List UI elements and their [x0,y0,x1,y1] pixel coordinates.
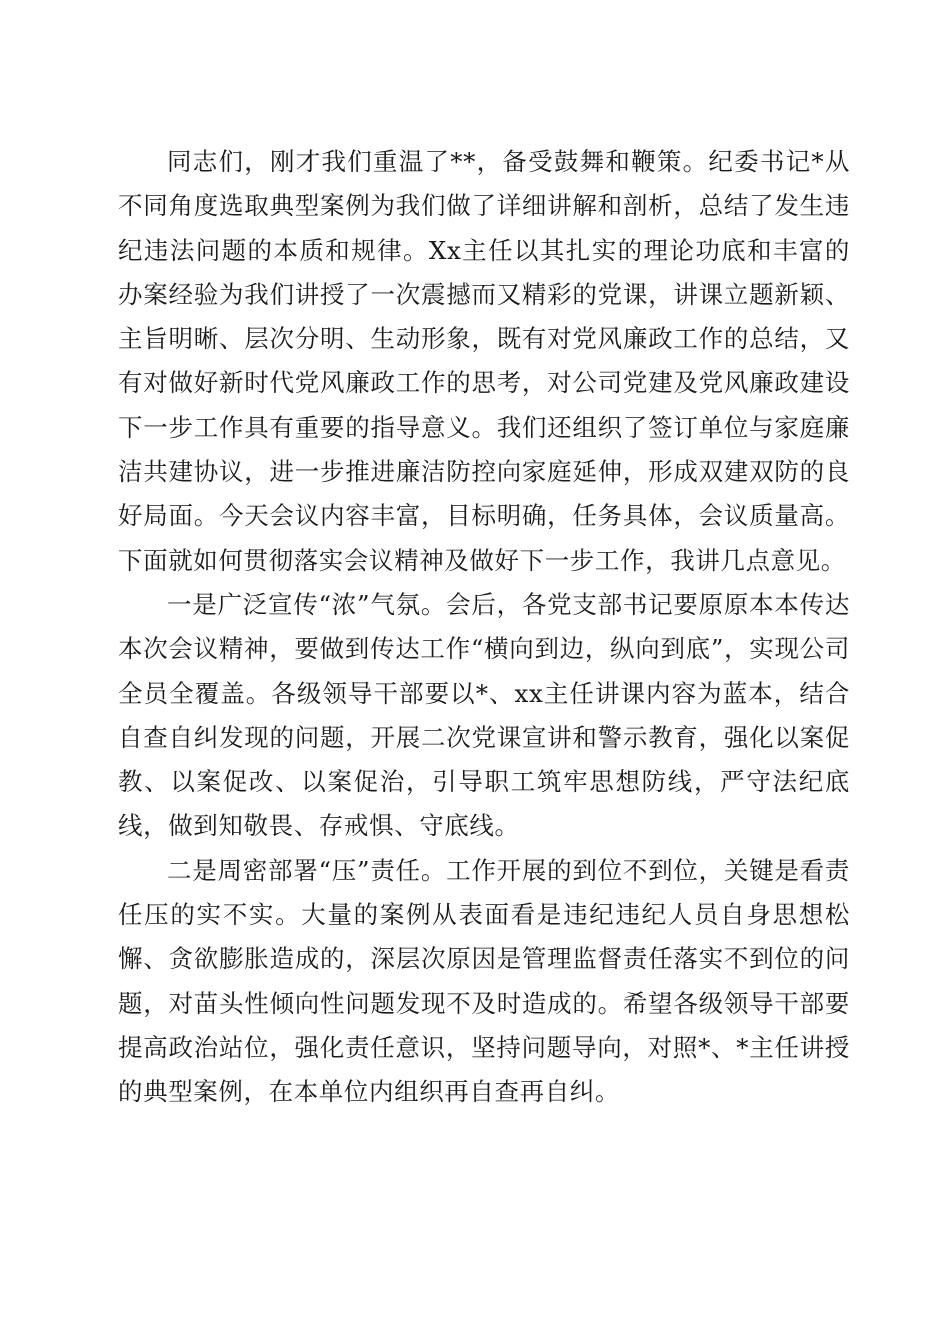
document-body [118,140,850,1115]
paragraph-point-two: 二是周密部署“压”责任。工作开展的到位不到位，关键是看责任压的实不实。大量的案例从表面看是违纪违纪人员自身思想松懈、贪欲膨胀造成的，深层次原因是管理监督责任落实不到位的问题，对苗头性倾向性问题发现不及时造成的。希望各级领导干部要提高政治站位，强化责任意识，坚持问题导向，对照*、*主任讲授的典型案例，在本单位内组织再自查再自纠。 [118,855,850,1107]
paragraph-opening: 同志们，刚才我们重温了**，备受鼓舞和鞭策。纪委书记*从不同角度选取典型案例为我们做了详细讲解和剖析，总结了发生违纪违法问题的本质和规律。Xx主任以其扎实的理论功底和丰富的办案经验为我们讲授了一次震撼而又精彩的党课，讲课立题新颖、主旨明晰、层次分明、生动形象，既有对党风廉政工作的总结，又有对做好新时代党风廉政工作的思考，对公司党建及党风廉政建设下一步工作具有重要的指导意义。我们还组织了签订单位与家庭廉洁共建协议，进一步推进廉洁防控向家庭延伸，形成双建双防的良好局面。今天会议内容丰富，目标明确，任务具体，会议质量高。下面就如何贯彻落实会议精神及做好下一步工作，我讲几点意见。 [118,147,850,575]
paragraph-point-one: 一是广泛宣传“浓”气氛。会后，各党支部书记要原原本本传达本次会议精神，要做到传达工作“横向到边，纵向到底”，实现公司全员全覆盖。各级领导干部要以*、xx主任讲课内容为蓝本，结合自查自纠发现的问题，开展二次党课宣讲和警示教育，强化以案促教、以案促改、以案促治，引导职工筑牢思想防线，严守法纪底线，做到知敬畏、存戒惧、守底线。 [118,589,850,841]
